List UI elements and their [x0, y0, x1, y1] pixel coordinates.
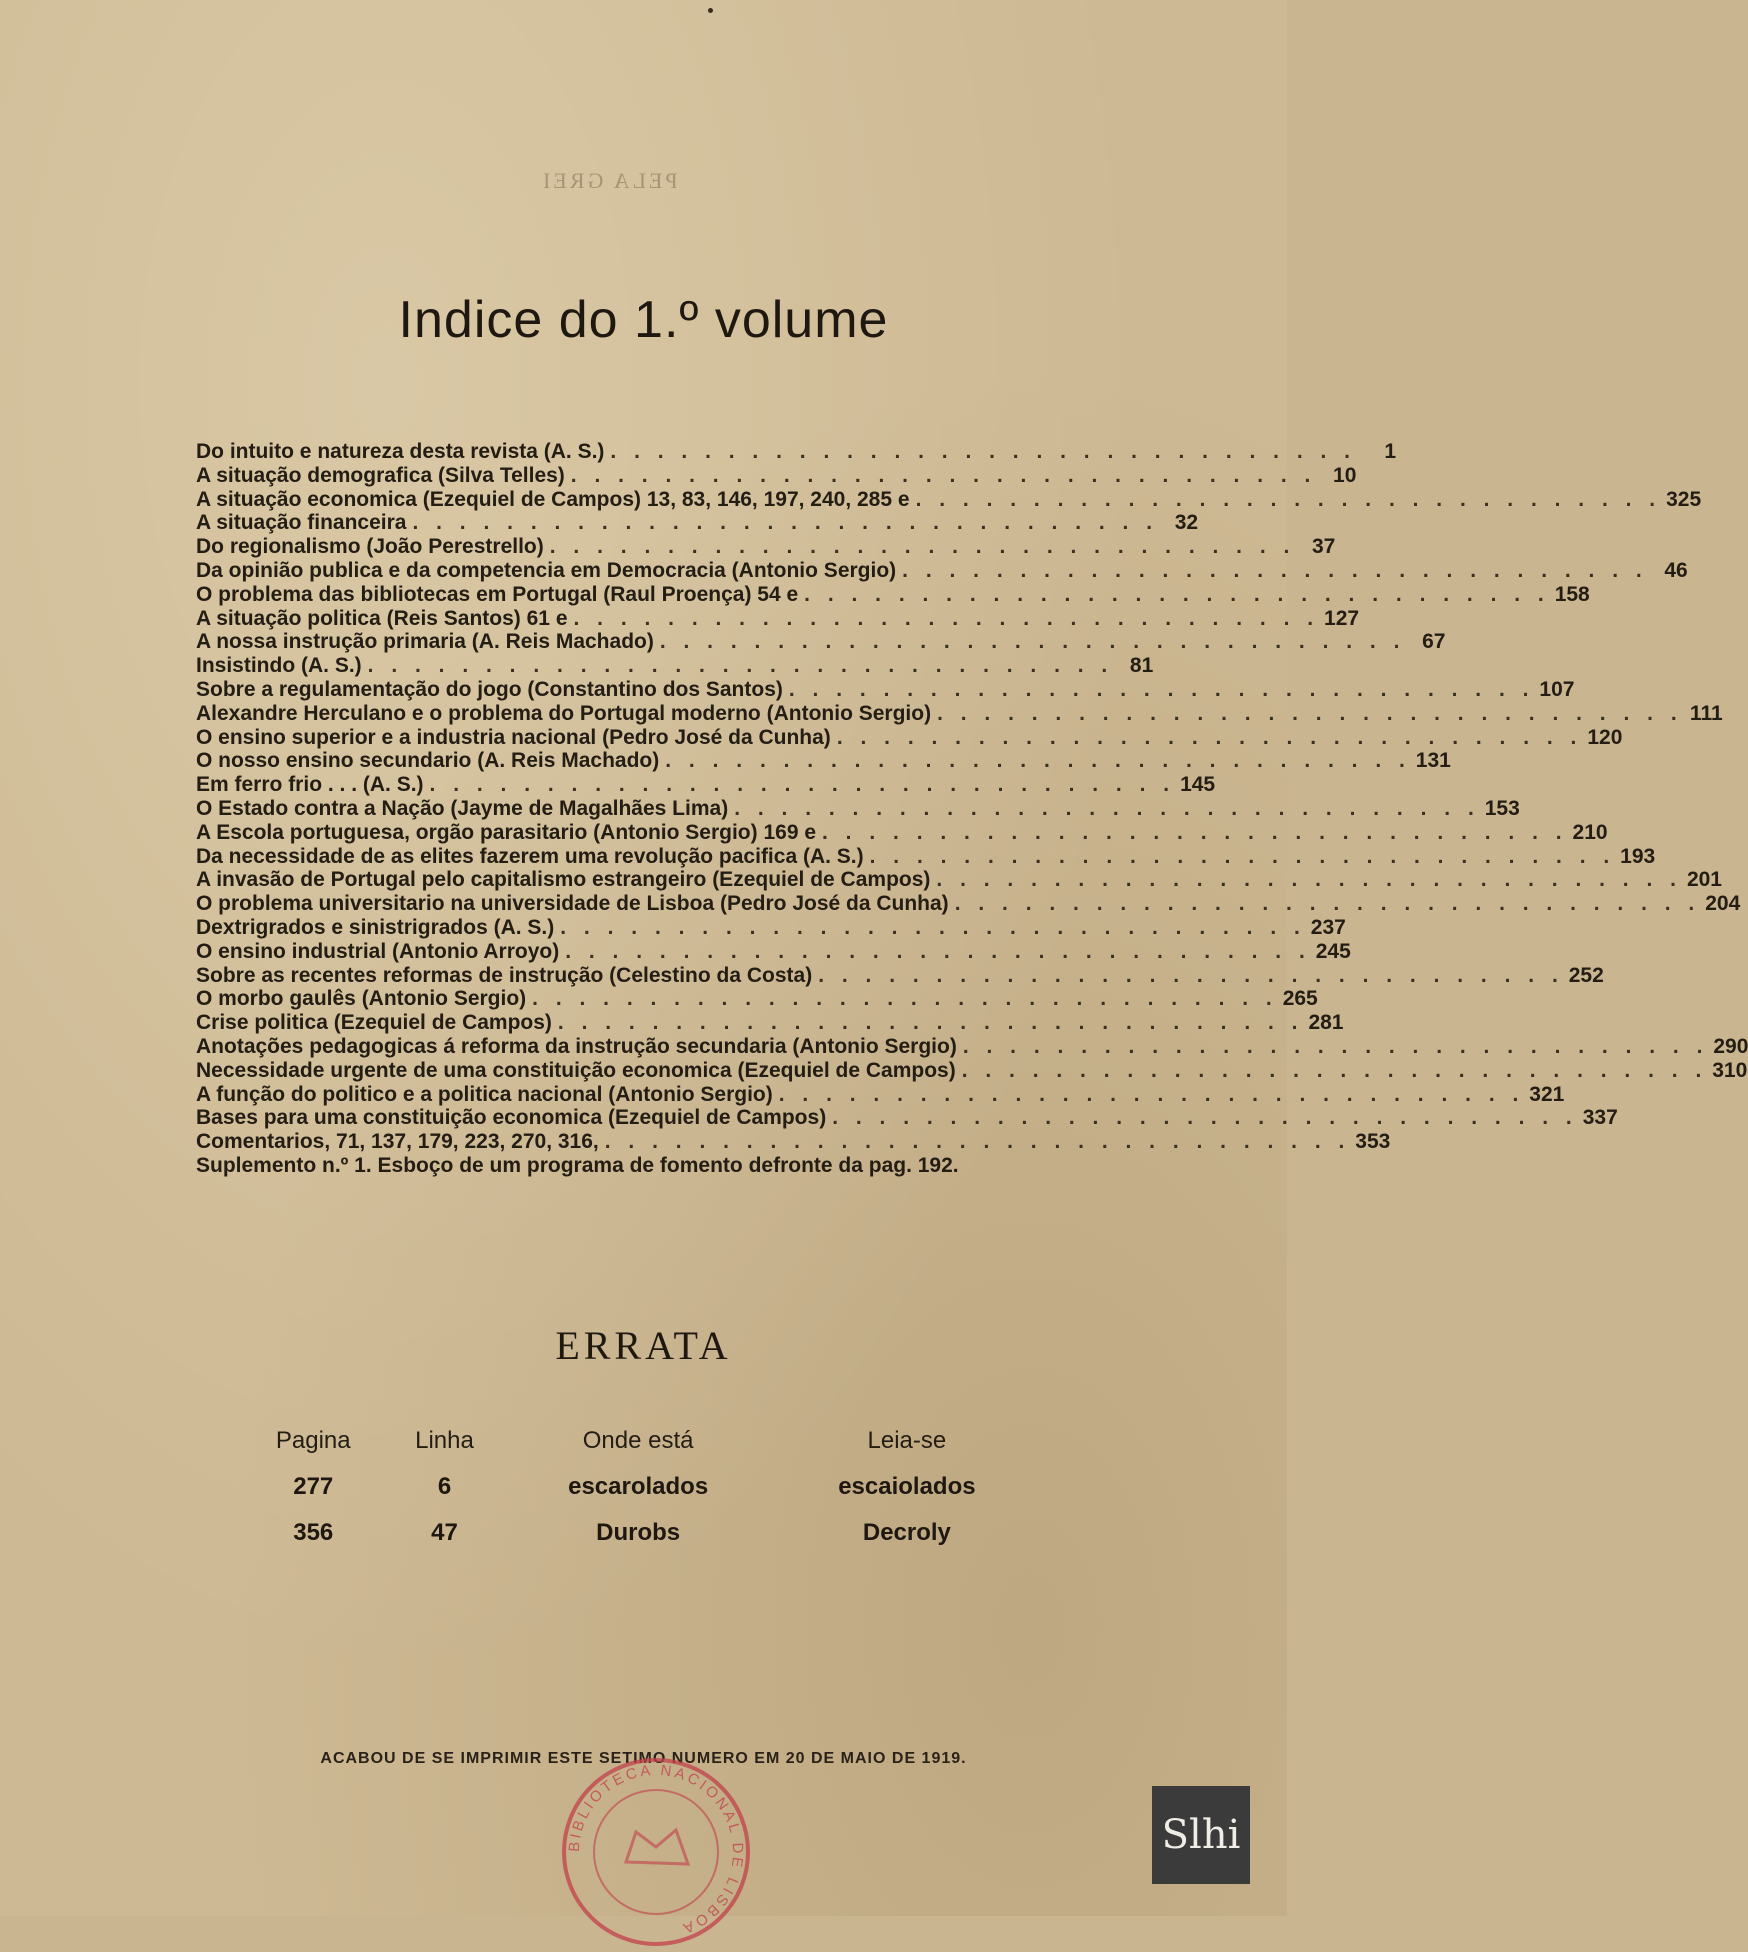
toc-entry [196, 820, 1608, 845]
toc-entry-page: 210 [1572, 820, 1608, 844]
toc-entry-title: Da necessidade de as elites fazerem uma revolução pacifica (A. S.) [196, 844, 864, 868]
toc-entry-title: A Escola portuguesa, orgão parasitario (Antonio Sergio) 169 e [196, 820, 817, 844]
toc-leader-dots: . . . . . . . . . . . . . . . . . . . . . . . . . . . . . . . . [604, 1130, 1351, 1154]
toc-entry-page: 107 [1539, 677, 1575, 701]
toc-entry-page: 245 [1315, 939, 1351, 963]
toc-entry-title: Anotações pedagogicas á reforma da instrução secundaria (Antonio Sergio) [196, 1034, 957, 1058]
toc-leader-dots: . . . . . . . . . . . . . . . . . . . . . . . . . . . . . . . . [659, 630, 1406, 654]
toc-leader-dots: . . . . . . . . . . . . . . . . . . . . . . . . . . . . . . . . [573, 606, 1320, 630]
toc-entry [196, 1034, 1748, 1059]
toc-leader-dots: . . . . . . . . . . . . . . . . . . . . . . . . . . . . . . . . [665, 749, 1411, 773]
toc-entry-page: 127 [1324, 606, 1360, 630]
toc-entry-page: 32 [1174, 511, 1199, 535]
toc-leader-dots: . . . . . . . . . . . . . . . . . . . . . . . . . . . . . . . . [560, 915, 1306, 939]
errata-col-line: Linha [415, 1427, 474, 1454]
toc-entry-page: 265 [1282, 987, 1318, 1011]
toc-entry-title: A invasão de Portugal pelo capitalismo estrangeiro (Ezequiel de Campos) [196, 868, 931, 892]
toc-entry-title: Necessidade urgente de uma constituição economica (Ezequiel de Campos) [196, 1058, 956, 1082]
toc-leader-dots: . . . . . . . . . . . . . . . . . . . . . . . . . . . . . . . . [532, 987, 1278, 1011]
toc-entry [196, 1106, 1618, 1130]
toc-entry-title: O Estado contra a Nação (Jayme de Magalhães Lima) [196, 796, 729, 820]
toc-entry-page: 131 [1415, 749, 1451, 773]
toc-entry-page: 158 [1554, 582, 1590, 606]
toc-entry-page: 1 [1384, 440, 1396, 463]
toc-entry-title: Em ferro frio . . . (A. S.) [196, 773, 424, 797]
toc-entry-title: O morbo gaulês (Antonio Sergio) [196, 987, 527, 1011]
errata-col-page: Pagina [275, 1427, 351, 1454]
toc-entry-title: O ensino industrial (Antonio Arroyo) [196, 939, 560, 963]
toc-leader-dots: . . . . . . . . . . . . . . . . . . . . . . . . . . . . . . . . [936, 868, 1682, 892]
errata-cell: escaiolados [838, 1473, 976, 1500]
toc-entry-title: Do regionalismo (João Perestrello) [196, 535, 544, 559]
errata-cell: 47 [431, 1519, 458, 1546]
toc-leader-dots: . . . . . . . . . . . . . . . . . . . . . . . . . . . . . . . . [412, 511, 1159, 535]
errata-cell: 277 [293, 1473, 334, 1500]
toc-entry-title: Sobre as recentes reformas de instrução (Celestino da Costa) [196, 963, 813, 987]
toc-leader-dots: . . . . . . . . . . . . . . . . . . . . . . . . . . . . . . . . [902, 558, 1648, 582]
toc-entry [196, 725, 1623, 750]
errata-cell: 356 [293, 1519, 334, 1546]
toc-entry [196, 1130, 1391, 1154]
toc-entry-title: A situação demografica (Silva Telles) [196, 463, 565, 487]
toc-entry [196, 939, 1351, 964]
toc-entry-page: 310 [1712, 1058, 1748, 1082]
toc-entry-page: 10 [1333, 463, 1357, 487]
toc-entry [196, 487, 1702, 512]
toc-leader-dots: . . . . . . . . . . . . . . . . . . . . . . . . . . . . . . . . [961, 1058, 1708, 1082]
toc-entry [196, 535, 1336, 559]
toc-entry [196, 511, 1199, 535]
toc-entry-page: 67 [1422, 630, 1446, 654]
toc-entry-page: 281 [1308, 1011, 1344, 1035]
toc-leader-dots: . . . . . . . . . . . . . . . . . . . . . . . . . . . . . . . . [367, 654, 1114, 678]
errata-cell: 6 [437, 1473, 452, 1500]
errata-table [240, 1418, 1040, 1556]
toc-entry [196, 915, 1346, 940]
bleed-through-header: PELA GREI [540, 168, 678, 193]
toc-entry [196, 1082, 1565, 1107]
toc-entry-title: Da opinião publica e da competencia em Democracia (Antonio Sergio) [196, 558, 897, 582]
toc-leader-dots: . . . . . . . . . . . . . . . . . . . . . . . . . . . . . . . . [818, 963, 1564, 987]
toc-leader-dots: . . . . . . . . . . . . . . . . . . . . . . . . . . . . . . . . [869, 844, 1616, 868]
page-title: Indice do 1.º volume [398, 291, 889, 349]
toc-entry-title: O problema das bibliotecas em Portugal (Raul Proença) 54 e [196, 582, 799, 606]
toc-entry-title: Crise politica (Ezequiel de Campos) [196, 1011, 552, 1035]
toc-entry-page: 321 [1529, 1082, 1565, 1106]
toc-entry-title: Suplemento n.º 1. Esboço de um programa de fomento defronte da pag. 192. [196, 1153, 959, 1177]
errata-col-read: Leia-se [867, 1427, 947, 1454]
toc-leader-dots: . . . . . . . . . . . . . . . . . . . . . . . . . . . . . . . . [734, 796, 1480, 820]
toc-entry [196, 440, 1396, 464]
toc-leader-dots: . . . . . . . . . . . . . . . . . . . . . . . . . . . . . . . . [788, 677, 1535, 701]
toc-entry [196, 749, 1451, 773]
toc-leader-dots: . . . . . . . . . . . . . . . . . . . . . . . . . . . . . . . . [962, 1034, 1709, 1058]
toc-entry-page: 145 [1180, 773, 1216, 797]
stamp-text: BIBLIOTECA NACIONAL DE LISBOA [565, 1761, 747, 1938]
toc-entry-page: 237 [1310, 915, 1346, 939]
toc-entry [196, 1011, 1344, 1035]
errata-col-where: Onde está [582, 1427, 694, 1454]
toc-entry-title: O ensino superior e a industria nacional (Pedro José da Cunha) [196, 725, 831, 749]
toc-entry-page: 353 [1355, 1130, 1391, 1154]
toc-entry [196, 463, 1357, 488]
toc-leader-dots: . . . . . . . . . . . . . . . . . . . . . . . . . . . . . . . . [804, 582, 1550, 606]
toc-entry [196, 987, 1318, 1011]
table-of-contents [196, 440, 1748, 1178]
errata-header-row [240, 1418, 1040, 1464]
toc-entry-title: Insistindo (A. S.) [196, 654, 362, 678]
toc-leader-dots: . . . . . . . . . . . . . . . . . . . . . . . . . . . . . . . . [822, 820, 1568, 844]
toc-entry-page: 81 [1129, 654, 1154, 678]
toc-entry-title: Comentarios, 71, 137, 179, 223, 270, 316, [196, 1130, 599, 1154]
library-stamp-icon [556, 1752, 756, 1952]
toc-entry-title: Bases para uma constituição economica (Ezequiel de Campos) [196, 1106, 827, 1130]
toc-entry-page: 111 [1689, 701, 1723, 725]
toc-entry-title: O nosso ensino secundario (A. Reis Machado) [196, 749, 660, 773]
toc-entry [196, 796, 1520, 821]
toc-leader-dots: . . . . . . . . . . . . . . . . . . . . . . . . . . . . . . . . [778, 1082, 1525, 1106]
toc-leader-dots: . . . . . . . . . . . . . . . . . . . . . . . . . . . . . . . . [565, 939, 1311, 963]
toc-leader-dots: . . . . . . . . . . . . . . . . . . . . . . . . . . . . . . . . [836, 725, 1583, 749]
ink-speck [708, 8, 713, 13]
toc-entry [196, 630, 1446, 654]
toc-entry [196, 582, 1590, 607]
toc-entry [196, 892, 1741, 916]
toc-entry [196, 606, 1360, 631]
toc-entry-title: Alexandre Herculano e o problema do Portugal moderno (Antonio Sergio) [196, 701, 932, 725]
toc-entry-title: A situação financeira [196, 511, 407, 535]
toc-entry-title: A nossa instrução primaria (A. Reis Machado) [196, 630, 654, 654]
errata-cell: escarolados [568, 1473, 709, 1500]
errata-cell: Decroly [862, 1519, 951, 1546]
toc-entry [196, 677, 1575, 702]
toc-entry [196, 654, 1154, 678]
toc-leader-dots: . . . . . . . . . . . . . . . . . . . . . . . . . . . . . . . . [549, 535, 1296, 559]
toc-entry [196, 963, 1604, 988]
toc-leader-dots: . . . . . . . . . . . . . . . . . . . . . . . . . . . . . . . . [832, 1106, 1578, 1130]
toc-entry-title: Dextrigrados e sinistrigrados (A. S.) [196, 915, 555, 939]
toc-leader-dots: . . . . . . . . . . . . . . . . . . . . . . . . . . . . . . . . [610, 440, 1356, 463]
toc-entry-page: 252 [1568, 963, 1604, 987]
svg-text:BIBLIOTECA NACIONAL DE LISBOA [566, 1762, 746, 1938]
toc-entry-title: Sobre a regulamentação do jogo (Constantino dos Santos) [196, 677, 783, 701]
toc-entry-title: A situação economica (Ezequiel de Campos) 13, 83, 146, 197, 240, 285 e [196, 487, 910, 511]
toc-entry-page: 46 [1664, 558, 1688, 582]
toc-entry-page: 37 [1311, 535, 1336, 559]
toc-entry-title: A situação politica (Reis Santos) 61 e [196, 606, 568, 630]
toc-entry-page: 325 [1666, 487, 1702, 511]
colophon: ACABOU DE SE IMPRIMIR ESTE SETIMO NUMERO EM 20 DE MAIO DE 1919. [320, 1750, 967, 1767]
toc-leader-dots: . . . . . . . . . . . . . . . . . . . . . . . . . . . . . . . . [937, 701, 1683, 725]
toc-entry [196, 701, 1723, 726]
toc-entry-page: 204 [1705, 892, 1741, 916]
toc-entry-page: 290 [1713, 1034, 1748, 1058]
toc-entry [196, 558, 1688, 583]
toc-entry [196, 1154, 1076, 1178]
toc-leader-dots: . . . . . . . . . . . . . . . . . . . . . . . . . . . . . . . . [954, 892, 1701, 916]
toc-entry-title: A função do politico e a politica nacional (Antonio Sergio) [196, 1082, 773, 1106]
toc-leader-dots: . . . . . . . . . . . . . . . . . . . . . . . . . . . . . . . . [429, 773, 1176, 797]
toc-leader-dots: . . . . . . . . . . . . . . . . . . . . . . . . . . . . . . . . [570, 463, 1317, 487]
toc-entry-page: 201 [1686, 868, 1722, 892]
toc-entry-title: Do intuito e natureza desta revista (A. S.) [196, 440, 605, 463]
toc-entry-page: 120 [1587, 725, 1623, 749]
toc-entry-page: 193 [1620, 844, 1656, 868]
errata-row [240, 1510, 1040, 1556]
toc-entry [196, 844, 1656, 869]
errata-title: ERRATA [555, 1323, 732, 1368]
toc-leader-dots: . . . . . . . . . . . . . . . . . . . . . . . . . . . . . . . . [557, 1011, 1304, 1035]
toc-entry-page: 153 [1484, 796, 1520, 820]
errata-row [240, 1464, 1040, 1510]
toc-leader-dots: . . . . . . . . . . . . . . . . . . . . . . . . . . . . . . . . [915, 487, 1662, 511]
errata-cell: Durobs [596, 1519, 681, 1546]
digitization-logo: Slhi [1152, 1786, 1250, 1884]
toc-entry [196, 868, 1722, 892]
toc-entry-title: O problema universitario na universidade de Lisboa (Pedro José da Cunha) [196, 892, 949, 916]
toc-entry [196, 773, 1216, 797]
toc-entry [196, 1058, 1748, 1083]
toc-entry-page: 337 [1582, 1106, 1618, 1130]
